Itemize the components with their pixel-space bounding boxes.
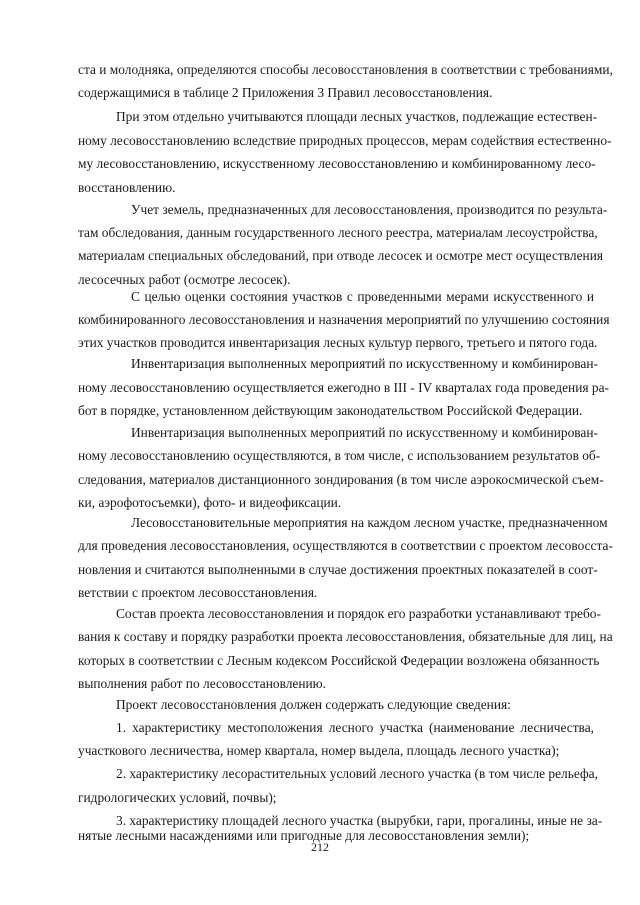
text-line: которых в соответствии с Лесным кодексом Российской Федерации возложена обязанность: [78, 653, 600, 668]
text-line: ному лесовосстановлению осуществляется ежегодно в III - IV кварталах года проведения ра-: [78, 380, 609, 395]
text-line: Состав проекта лесовосстановления и порядок его разработки устанавливают требо-: [116, 606, 601, 621]
text-line: ному лесовосстановлению осуществляются, в том числе, с использованием результатов об-: [78, 448, 601, 463]
text-line: Проект лесовосстановления должен содержать следующие сведения:: [116, 697, 511, 712]
list-item: 3. характеристику площадей лесного участка (вырубки, гари, прогалины, иные не за-: [116, 813, 603, 828]
text-line: Учет земель, предназначенных для лесовосстановления, производится по результа-: [131, 202, 608, 217]
text-line: нятые лесными насаждениями или пригодные для лесовосстановления земли);: [78, 828, 530, 843]
text-line: вания к составу и порядку разработки проекта лесовосстановления, обязательные для лиц, на: [78, 629, 613, 644]
text-line: ному лесовосстановлению вследствие природных процессов, мерам содействия естественно-: [78, 133, 612, 148]
list-item: 1. характеристику местоположения лесного участка (наименование лесничества,: [116, 720, 594, 735]
text-line: новления и считаются выполненными в случае достижения проектных показателей в соот-: [78, 562, 598, 577]
text-line: участкового лесничества, номер квартала, номер выдела, площадь лесного участка);: [78, 743, 560, 758]
text-line: Лесовосстановительные мероприятия на каждом лесном участке, предназначенном: [131, 515, 608, 530]
text-line: бот в порядке, установленном действующим законодательством Российской Федерации.: [78, 403, 583, 418]
list-item: 2. характеристику лесорастительных условий лесного участка (в том числе рельефа,: [116, 766, 598, 781]
text-line: ветствии с проектом лесовосстановления.: [78, 585, 318, 600]
text-line: восстановлению.: [78, 180, 176, 195]
text-line: следования, материалов дистанционного зондирования (в том числе аэрокосмической съем-: [78, 472, 604, 487]
text-line: ста и молодняка, определяются способы лесовосстановления в соответствии с требованиями,: [78, 62, 613, 77]
page-number: 212: [311, 840, 329, 854]
text-line: гидрологических условий, почвы);: [78, 790, 277, 805]
text-line: для проведения лесовосстановления, осуществляются в соответствии с проектом лесовосста-: [78, 538, 613, 553]
text-line: При этом отдельно учитываются площади лесных участков, подлежащие естествен-: [116, 109, 598, 124]
text-line: там обследования, данным государственного лесного реестра, материалам лесоустройства,: [78, 225, 598, 240]
text-line: ки, аэрофотосъемки), фото- и видеофиксации.: [78, 495, 342, 510]
text-line: С целью оценки состояния участков с проведенными мерами искусственного и: [131, 289, 594, 304]
text-line: этих участков проводится инвентаризация лесных культур первого, третьего и пятого года.: [78, 335, 598, 350]
text-line: му лесовосстановлению, искусственному лесовосстановлению и комбинированному лесо-: [78, 156, 596, 171]
text-line: содержащимися в таблице 2 Приложения 3 Правил лесовосстановления.: [78, 85, 493, 100]
text-line: Инвентаризация выполненных мероприятий по искусственному и комбинирован-: [131, 425, 598, 440]
text-line: материалам специальных обследований, при отводе лесосек и осмотре мест осуществления: [78, 248, 604, 263]
text-line: лесосечных работ (осмотре лесосек).: [78, 272, 291, 287]
text-line: Инвентаризация выполненных мероприятий по искусственному и комбинирован-: [131, 356, 598, 371]
text-line: комбинированного лесовосстановления и назначения мероприятий по улучшению состояния: [78, 312, 610, 327]
text-line: выполнения работ по лесовосстановлению.: [78, 676, 327, 691]
